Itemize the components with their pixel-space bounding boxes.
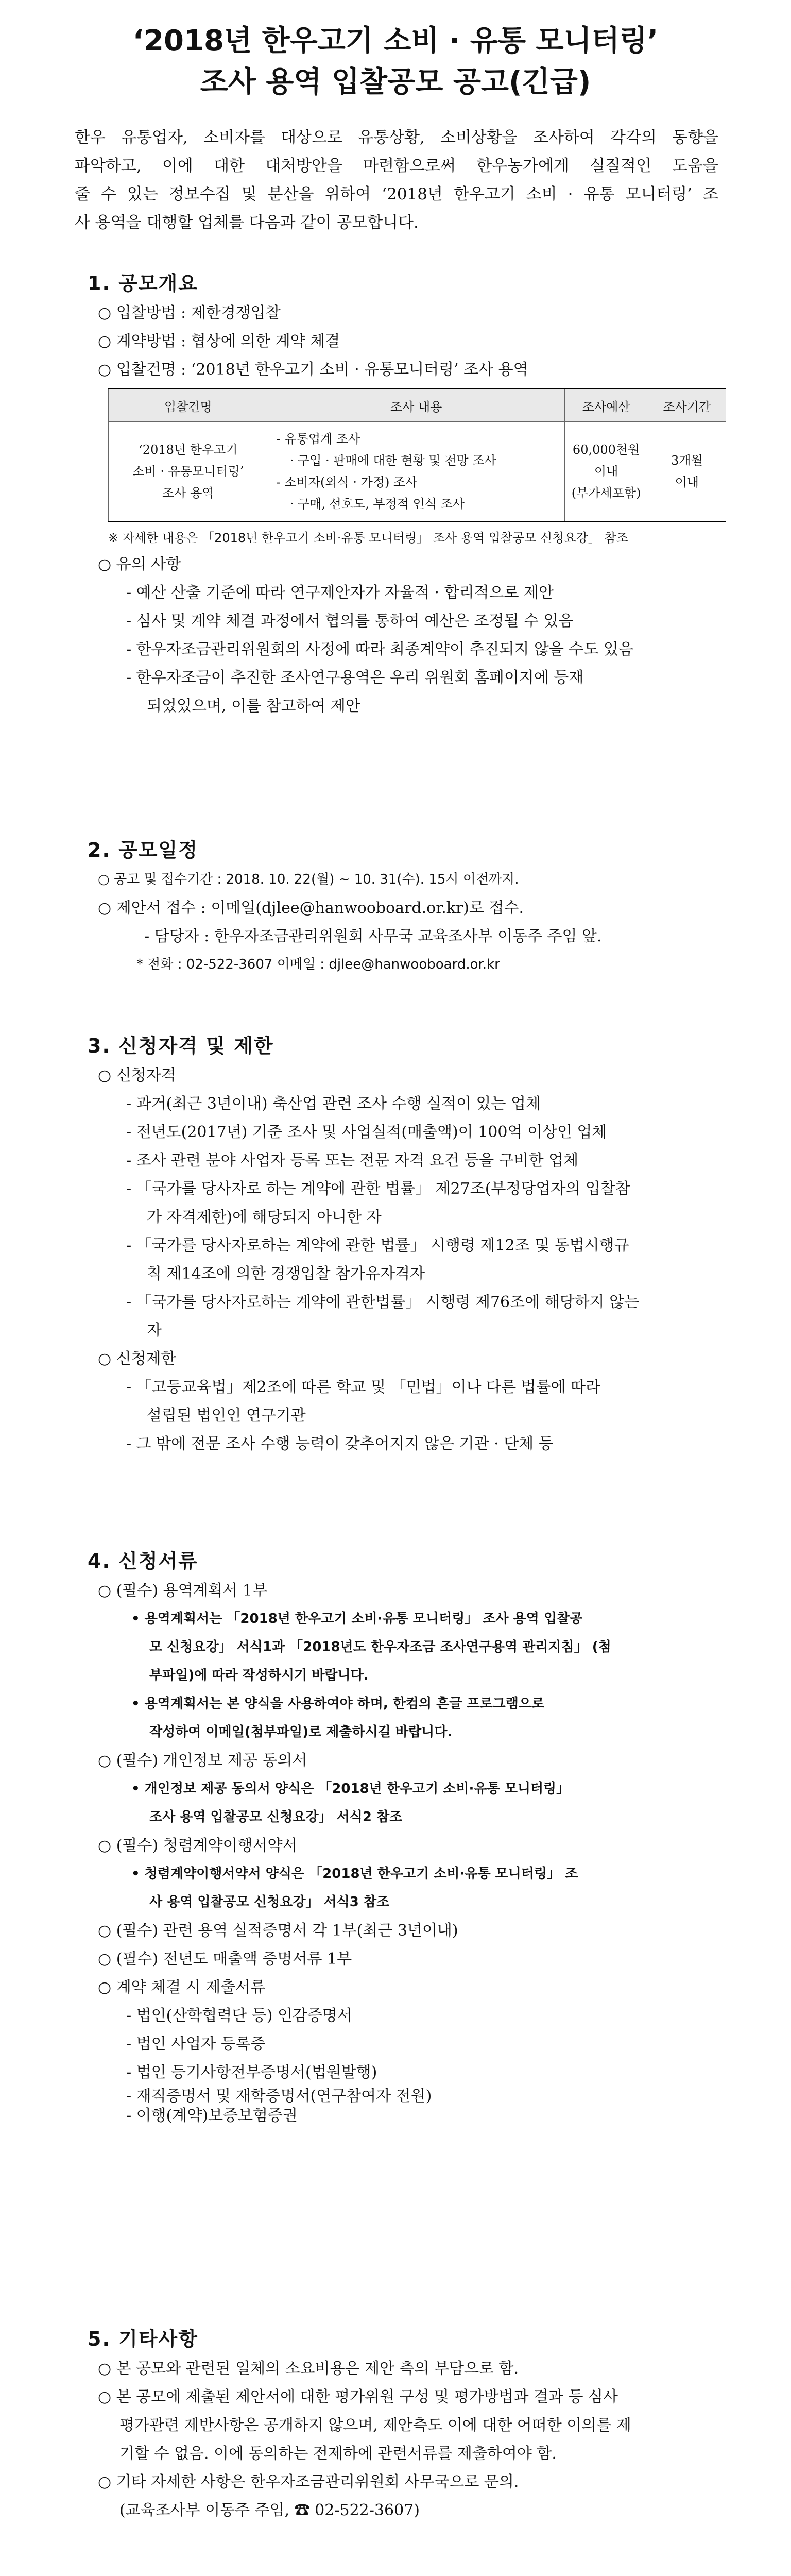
table-header-row (109, 389, 726, 422)
restriction-item: - 「고등교육법」제2조에 따른 학교 및 「민법」이나 다른 법률에 따라 (126, 1378, 601, 1396)
contract-doc-item: - 재직증명서 및 재학증명서(연구참여자 전원) (126, 2087, 432, 2105)
cell-line: - 소비자(외식 · 가정) 조사 (276, 475, 418, 489)
doc-note: 모 신청요강」 서식1과 「2018년도 한우자조금 조사연구용역 관리지침」 (첨 (149, 1639, 611, 1655)
section-heading: 1. 공모개요 (88, 272, 198, 295)
section-schedule (88, 835, 731, 979)
etc-item: ○ 본 공모에 제출된 제안서에 대한 평가위원 구성 및 평가방법과 결과 등 심사 (98, 2388, 618, 2406)
cell-line: - 유통업계 조사 (276, 432, 360, 446)
etc-item: (교육조사부 이동주 주임, ☎ 02-522-3607) (119, 2501, 420, 2519)
doc-note: • 청렴계약이행서약서 양식은 「2018년 한우고기 소비·유통 모니터링」 조 (131, 1866, 578, 1882)
cell-line: 조사 용역 (162, 486, 214, 500)
contract-doc-item: - 법인 등기사항전부증명서(법원발행) (126, 2063, 377, 2081)
cell-line: · 구매, 선호도, 부정적 인식 조사 (289, 497, 465, 511)
section-documents (88, 1546, 731, 2126)
qualification-item: 칙 제14조에 의한 경쟁입찰 참가유자격자 (147, 1265, 425, 1283)
section-heading: 5. 기타사항 (88, 2328, 198, 2350)
table-cell-name (109, 422, 268, 522)
contact-phone: * 전화 : 02-522-3607 이메일 : djlee@hanwooboard.or.kr (136, 957, 500, 972)
caution-item: - 한우자조금이 추진한 조사연구용역은 우리 위원회 홈페이지에 등재 (126, 669, 584, 687)
doc-privacy: ○ (필수) 개인정보 제공 동의서 (98, 1752, 307, 1770)
table-cell-budget (564, 422, 648, 522)
doc-note: • 용역계획서는 「2018년 한우고기 소비·유통 모니터링」 조사 용역 입찰공 (131, 1611, 583, 1626)
qualification-item: 자 (147, 1321, 162, 1340)
intro-line: 사 용역을 대행할 업체를 다음과 같이 공모합니다. (75, 213, 419, 232)
table-cell-period (648, 422, 726, 522)
table-row (109, 422, 726, 522)
qualification-item: - 「국가를 당사자로하는 계약에 관한법률」 시행령 제76조에 해당하지 않는 (126, 1293, 640, 1311)
doc-note: • 개인정보 제공 동의서 양식은 「2018년 한우고기 소비·유통 모니터링」 (131, 1781, 570, 1797)
section-heading: 4. 신청서류 (88, 1550, 198, 1572)
caution-item: 되었있으며, 이를 참고하여 제안 (147, 697, 360, 715)
section-qualification (88, 1030, 731, 1458)
intro-paragraph (75, 124, 718, 237)
cell-line: 이내 (675, 475, 699, 489)
caution-item: - 한우자조금관리위원회의 사정에 따라 최종계약이 추진되지 않을 수도 있음 (126, 640, 633, 658)
contract-method: ○ 계약방법 : 협상에 의한 계약 체결 (98, 332, 340, 350)
submission-period: ○ 공고 및 접수기간 : 2018. 10. 22(월) ~ 10. 31(수). 15시 이전까지. (98, 872, 519, 887)
qualification-item: - 과거(최근 3년이내) 축산업 관련 조사 수행 실적이 있는 업체 (126, 1095, 541, 1113)
reference-note: ※ 자세한 내용은 「2018년 한우고기 소비·유통 모니터링」 조사 용역 입찰공모 신청요강」 참조 (108, 531, 628, 545)
bid-method: ○ 입찰방법 : 제한경쟁입찰 (98, 304, 281, 322)
cell-line: ‘2018년 한우고기 (139, 443, 238, 457)
qualification-item: - 「국가를 당사자로 하는 계약에 관한 법률」 제27조(부정당업자의 입찰참 (126, 1180, 630, 1198)
cell-line: 3개월 (671, 453, 703, 468)
intro-line: 파악하고, 이에 대한 대처방안을 마련함으로써 한우농가에게 실질적인 도움을 (75, 157, 718, 175)
caution-title: ○ 유의 사항 (98, 555, 181, 573)
cell-line: 소비 · 유통모니터링’ (132, 464, 244, 479)
qualification-item: 가 자격제한)에 해당되지 아니한 자 (147, 1208, 382, 1226)
doc-note: • 용역계획서는 본 양식을 사용하여야 하며, 한컴의 흔글 프로그램으로 (131, 1696, 545, 1711)
title-block (0, 21, 791, 103)
etc-item: 평가관련 제반사항은 공개하지 않으며, 제안측도 이에 대한 어떠한 이의를 제 (119, 2416, 631, 2434)
cell-line: (부가세포함) (571, 486, 641, 500)
qualification-title: ○ 신청자격 (98, 1066, 176, 1084)
restriction-item: - 그 밖에 전문 조사 수행 능력이 갖추어지지 않은 기관 · 단체 등 (126, 1435, 554, 1453)
doc-record: ○ (필수) 관련 용역 실적증명서 각 1부(최근 3년이내) (98, 1922, 458, 1940)
contract-doc-item: - 법인 사업자 등록증 (126, 2035, 266, 2053)
doc-contract-title: ○ 계약 체결 시 제출서류 (98, 1978, 266, 1996)
caution-item: - 예산 산출 기준에 따라 연구제안자가 자율적 · 합리적으로 제안 (126, 584, 554, 602)
section-overview (88, 268, 731, 720)
restriction-item: 설립된 법인인 연구기관 (147, 1406, 306, 1425)
table-header: 조사예산 (564, 389, 648, 422)
caution-item: - 심사 및 계약 체결 과정에서 협의를 통하여 예산은 조정될 수 있음 (126, 612, 574, 630)
cell-line: · 구입 · 판매에 대한 현황 및 전망 조사 (289, 453, 496, 468)
doc-note: 사 용역 입찰공모 신청요강」 서식3 참조 (149, 1894, 390, 1910)
intro-line: 한우 유통업자, 소비자를 대상으로 유통상황, 소비상황을 조사하여 각각의 동향을 (75, 128, 718, 147)
contract-doc-item: - 이행(계약)보증보험증권 (126, 2107, 298, 2125)
overview-table (108, 388, 726, 522)
restriction-title: ○ 신청제한 (98, 1350, 176, 1368)
proposal-submission: ○ 제안서 접수 : 이메일(djlee@hanwooboard.or.kr)로 접수. (98, 899, 524, 917)
page-title: ‘2018년 한우고기 소비 · 유통 모니터링’ (132, 24, 659, 58)
qualification-item: - 조사 관련 분야 사업자 등록 또는 전문 자격 요건 등을 구비한 업체 (126, 1151, 579, 1170)
doc-note: 조사 용역 입찰공모 신청요강」 서식2 참조 (149, 1809, 403, 1825)
table-header: 조사기간 (648, 389, 726, 422)
table-cell-content (268, 422, 564, 522)
doc-plan: ○ (필수) 용역계획서 1부 (98, 1582, 268, 1600)
contract-doc-item: - 법인(산학협력단 등) 인감증명서 (126, 2007, 352, 2025)
table-header: 조사 내용 (268, 389, 564, 422)
table-header: 입찰건명 (109, 389, 268, 422)
doc-note: 부파일)에 따라 작성하시기 바랍니다. (149, 1668, 369, 1683)
qualification-item: - 전년도(2017년) 기준 조사 및 사업실적(매출액)이 100억 이상인 업체 (126, 1123, 607, 1141)
page-subtitle: 조사 용역 입찰공모 공고(긴급) (200, 65, 591, 99)
etc-item: ○ 본 공모와 관련된 일체의 소요비용은 제안 측의 부담으로 함. (98, 2360, 519, 2378)
section-heading: 3. 신청자격 및 제한 (88, 1035, 274, 1057)
section-etc (88, 2324, 731, 2524)
cell-line: 60,000천원 (572, 443, 640, 457)
cell-line: 이내 (594, 464, 618, 479)
doc-integrity: ○ (필수) 청렴계약이행서약서 (98, 1837, 298, 1855)
intro-line: 줄 수 있는 정보수집 및 분산을 위하여 ‘2018년 한우고기 소비 · 유통 모니터링’ 조 (75, 185, 718, 204)
section-heading: 2. 공모일정 (88, 839, 198, 861)
qualification-item: - 「국가를 당사자로하는 계약에 관한 법률」 시행령 제12조 및 동법시행규 (126, 1236, 629, 1255)
etc-item: ○ 기타 자세한 사항은 한우자조금관리위원회 사무국으로 문의. (98, 2473, 519, 2491)
doc-note: 작성하여 이메일(첨부파일)로 제출하시길 바랍니다. (149, 1724, 453, 1740)
doc-sales: ○ (필수) 전년도 매출액 증명서류 1부 (98, 1950, 352, 1968)
contact-person: - 담당자 : 한우자조금관리위원회 사무국 교육조사부 이동주 주임 앞. (144, 927, 602, 945)
etc-item: 기할 수 없음. 이에 동의하는 전제하에 관련서류를 제출하여야 함. (119, 2445, 557, 2463)
bid-item: ○ 입찰건명 : ‘2018년 한우고기 소비 · 유통모니터링’ 조사 용역 (98, 361, 528, 379)
